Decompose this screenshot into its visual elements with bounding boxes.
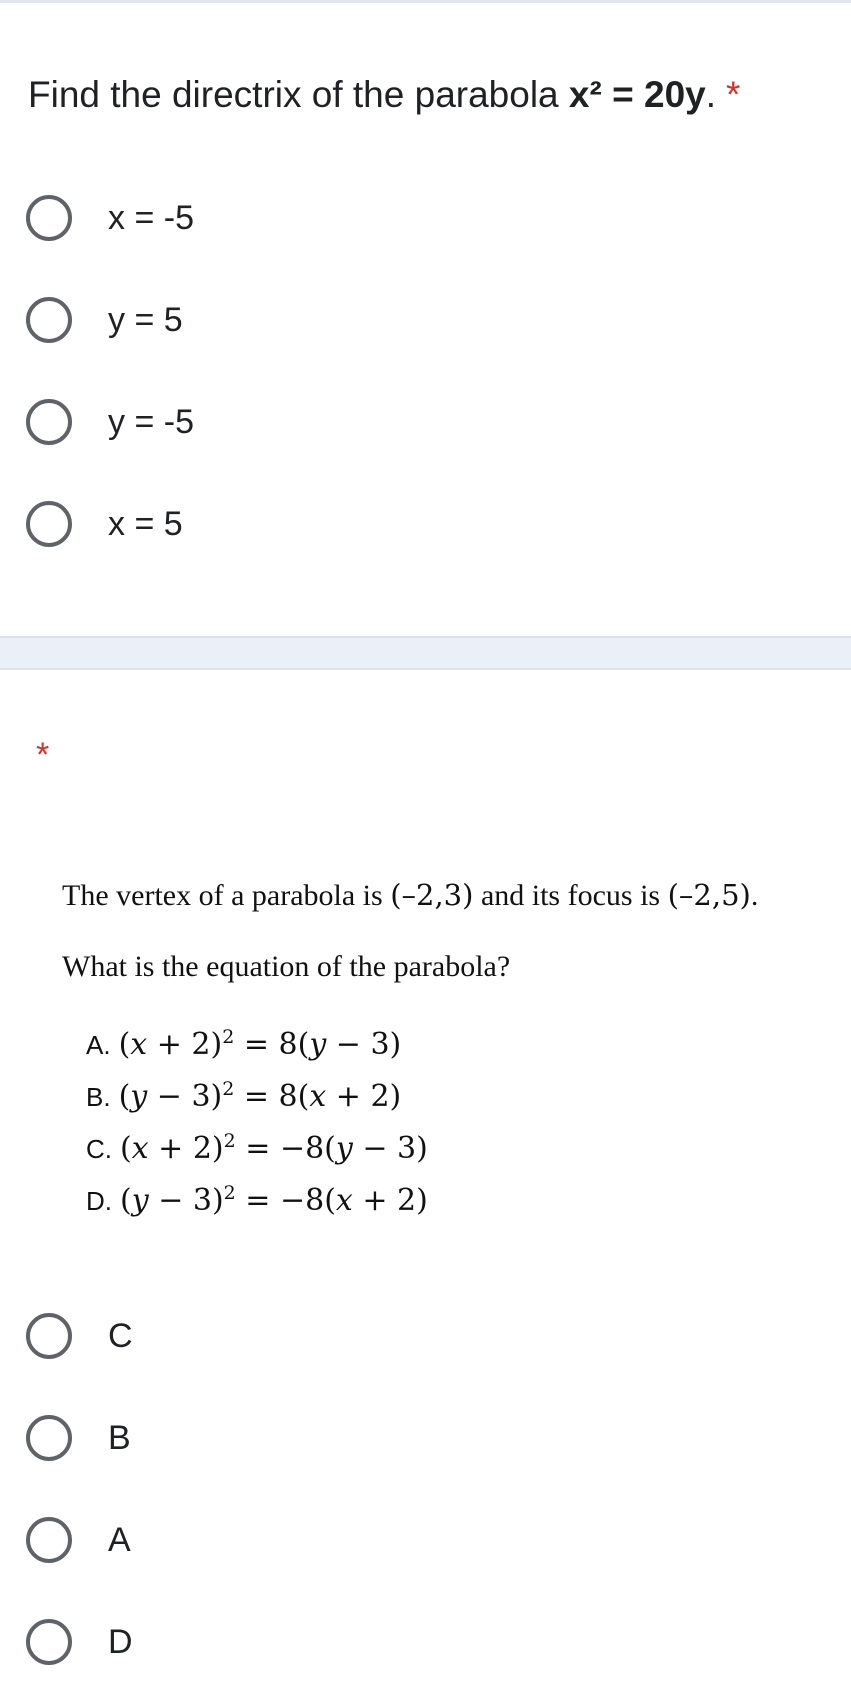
radio-option-4[interactable]	[26, 496, 806, 552]
math-part: (	[120, 1131, 132, 1166]
math-part: + 2)	[148, 1131, 224, 1166]
radio-circle-icon[interactable]	[26, 1313, 72, 1359]
math-var: x	[131, 1131, 149, 1166]
math-part: = 8(	[234, 1027, 310, 1062]
math-part: + 2)	[352, 1183, 428, 1218]
math-exponent: 2	[223, 1182, 236, 1204]
math-part: (	[120, 1183, 132, 1218]
math-var: y	[131, 1183, 149, 1218]
question-equation: x² = 20y	[568, 74, 706, 115]
problem-text: The vertex of a parabola is	[62, 879, 391, 912]
answer-choice-d	[86, 1182, 428, 1218]
question-period: .	[705, 74, 717, 115]
radio-circle-icon[interactable]	[26, 1415, 72, 1461]
section-divider	[0, 636, 851, 670]
choice-letter: A.	[86, 1030, 111, 1060]
math-var: x	[335, 1183, 353, 1218]
math-part: − 3)	[326, 1027, 402, 1062]
option-label: y = -5	[108, 402, 194, 441]
radio-option-3[interactable]	[26, 394, 806, 450]
radio-option-2[interactable]	[26, 292, 806, 348]
radio-circle-icon[interactable]	[26, 1517, 72, 1563]
math-exponent: 2	[222, 1026, 235, 1048]
math-var: y	[309, 1027, 327, 1062]
math-part: (	[118, 1079, 131, 1114]
question-card-1	[0, 0, 851, 636]
math-part: = 8(	[234, 1079, 310, 1114]
radio-circle-icon[interactable]	[26, 501, 72, 547]
math-var: x	[309, 1079, 327, 1114]
option-label: x = -5	[108, 198, 194, 237]
option-label: D	[108, 1622, 133, 1661]
choice-letter: D.	[86, 1186, 112, 1216]
radio-circle-icon[interactable]	[26, 399, 72, 445]
answer-choice-a	[86, 1026, 401, 1062]
required-asterisk: *	[36, 736, 50, 774]
radio-circle-icon[interactable]	[26, 195, 72, 241]
math-part: − 3)	[147, 1079, 223, 1114]
math-part: = −8(	[235, 1183, 336, 1218]
math-var: y	[130, 1079, 148, 1114]
radio-option-1[interactable]	[26, 190, 806, 246]
option-label: A	[108, 1520, 131, 1559]
option-label: C	[108, 1316, 133, 1355]
question-text: Find the directrix of the parabola	[28, 74, 569, 115]
math-part: + 2)	[147, 1027, 223, 1062]
problem-statement-line2: What is the equation of the parabola?	[62, 950, 511, 983]
math-part: = −8(	[235, 1131, 336, 1166]
problem-text: and its focus is	[480, 879, 668, 912]
problem-text: .	[750, 879, 759, 912]
choice-letter: C.	[86, 1134, 112, 1164]
math-exponent: 2	[223, 1130, 236, 1152]
radio-option-b[interactable]	[26, 1410, 806, 1466]
choice-letter: B.	[86, 1082, 111, 1112]
required-asterisk: *	[726, 74, 741, 115]
problem-text	[473, 879, 481, 912]
vertex-value: (–2,3)	[390, 878, 474, 912]
problem-statement-line1	[62, 878, 758, 913]
math-var: y	[335, 1131, 353, 1166]
answer-choice-c	[86, 1130, 428, 1166]
radio-option-a[interactable]	[26, 1512, 806, 1568]
answer-choice-b	[86, 1078, 401, 1114]
option-label: y = 5	[108, 300, 183, 339]
focus-value: (–2,5)	[667, 878, 751, 912]
math-part: + 2)	[326, 1079, 402, 1114]
math-var: x	[130, 1027, 148, 1062]
math-part: − 3)	[352, 1131, 428, 1166]
radio-option-c[interactable]	[26, 1308, 806, 1364]
option-label: B	[108, 1418, 131, 1457]
math-exponent: 2	[222, 1078, 235, 1100]
math-part: − 3)	[148, 1183, 224, 1218]
radio-circle-icon[interactable]	[26, 297, 72, 343]
radio-option-d[interactable]	[26, 1614, 806, 1670]
math-part: (	[118, 1027, 131, 1062]
question-title	[28, 70, 740, 120]
option-label: x = 5	[108, 504, 183, 543]
radio-circle-icon[interactable]	[26, 1619, 72, 1665]
question-card-2	[0, 670, 851, 1704]
